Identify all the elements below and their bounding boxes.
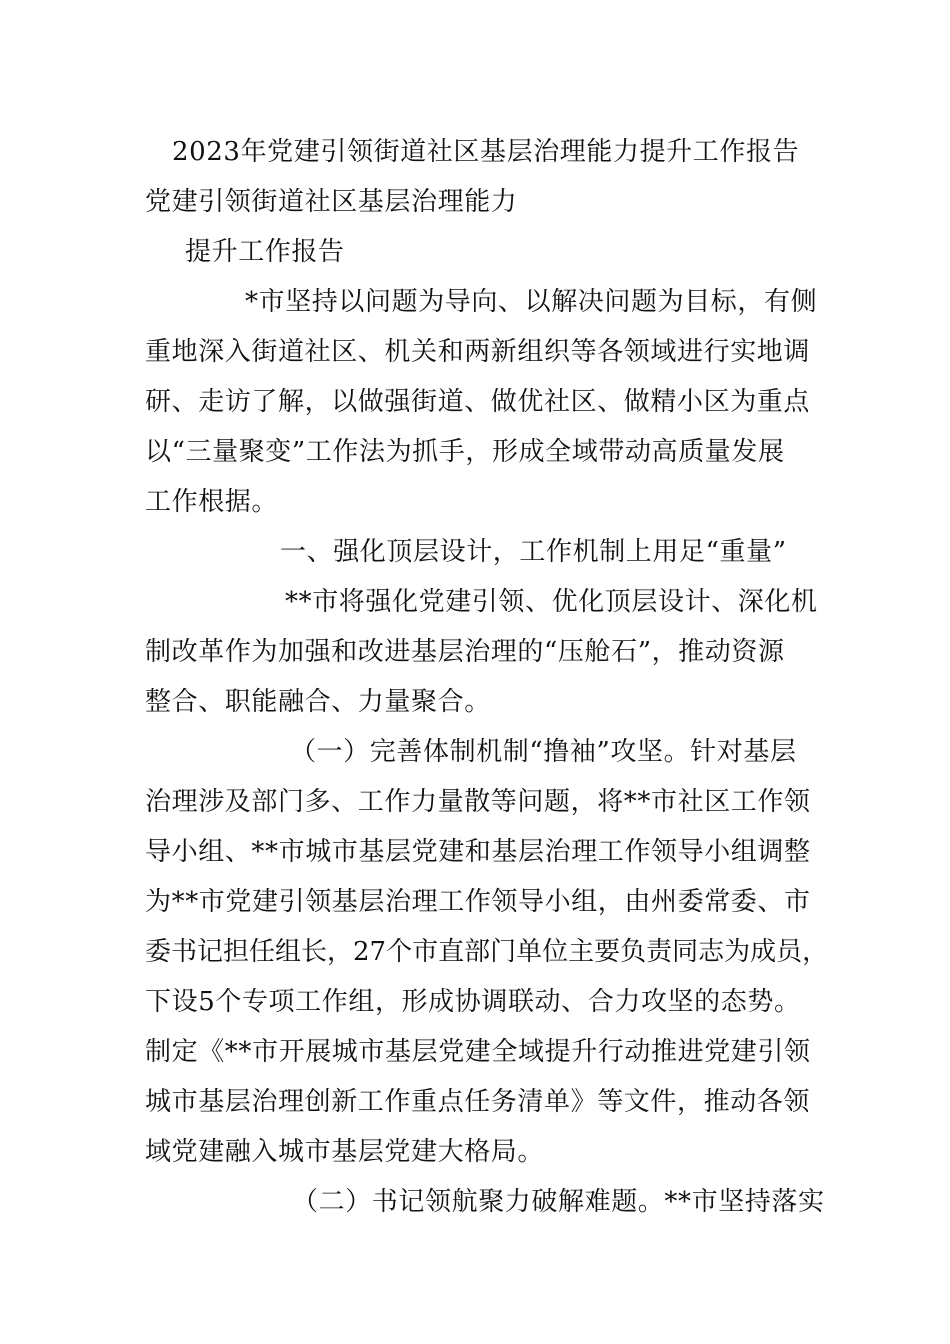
subsection-1-line: 城市基层治理创新工作重点任务清单》等文件，推动各领 <box>145 1087 811 1117</box>
subsection-1-line: 导小组、**市城市基层党建和基层治理工作领导小组调整 <box>145 837 811 867</box>
subsection-1-line: 为**市党建引领基层治理工作领导小组，由州委常委、市 <box>145 887 811 917</box>
intro-paragraph-line: *市坚持以问题为导向、以解决问题为目标，有侧 <box>245 287 818 317</box>
subsection-1-line: 下设5个专项工作组，形成协调联动、合力攻坚的态势。 <box>145 987 801 1017</box>
section-1-body-line: 整合、职能融合、力量聚合。 <box>145 687 491 717</box>
intro-paragraph-line: 研、走访了解，以做强街道、做优社区、做精小区为重点 <box>145 387 811 417</box>
subsection-1-line: 制定《**市开展城市基层党建全域提升行动推进党建引领 <box>145 1037 811 1067</box>
subsection-1-line: 治理涉及部门多、工作力量散等问题，将**市社区工作领 <box>145 787 811 817</box>
intro-paragraph-line: 工作根据。 <box>145 487 279 517</box>
subsection-1-line: （一）完善体制机制“撸袖”攻坚。针对基层 <box>290 737 797 767</box>
intro-paragraph-line: 重地深入街道社区、机关和两新组织等各领域进行实地调 <box>145 337 811 367</box>
section-1-body-line: **市将强化党建引领、优化顶层设计、深化机 <box>285 587 818 617</box>
intro-paragraph-line: 以“三量聚变”工作法为抓手，形成全域带动高质量发展 <box>145 437 785 467</box>
subsection-2-first-line: （二）书记领航聚力破解难题。**市坚持落实 <box>292 1187 825 1217</box>
document-subtitle-line-1: 党建引领街道社区基层治理能力 <box>145 187 518 217</box>
section-1-heading: 一、强化顶层设计，工作机制上用足“重量” <box>280 537 787 567</box>
subsection-1-line: 委书记担任组长，27个市直部门单位主要负责同志为成员， <box>145 937 829 967</box>
section-1-body-line: 制改革作为加强和改进基层治理的“压舱石”，推动资源 <box>145 637 785 667</box>
document-subtitle-line-2: 提升工作报告 <box>185 237 345 267</box>
subsection-1-line: 域党建融入城市基层党建大格局。 <box>145 1137 545 1167</box>
document-title: 2023年党建引领街道社区基层治理能力提升工作报告 <box>172 137 800 167</box>
